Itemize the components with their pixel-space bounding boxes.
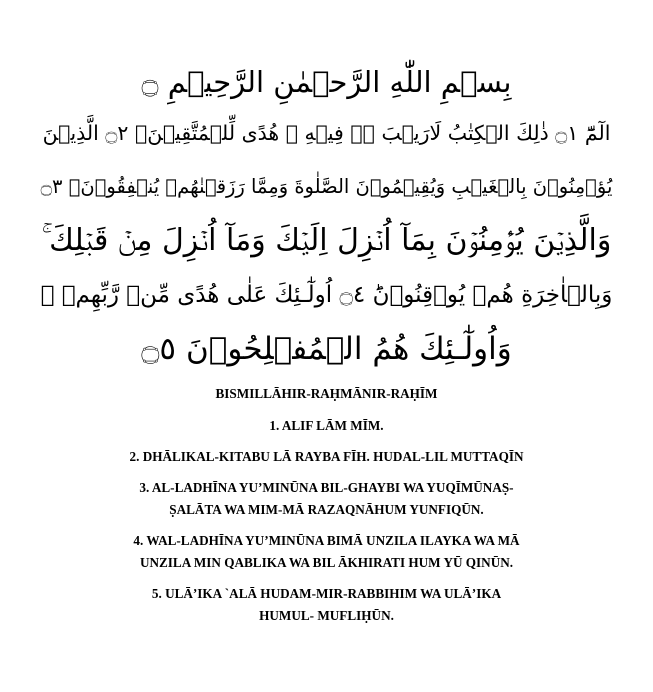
verse-3-line-1: 3. AL-LADHĪNA YU’MINŪNA BIL-GHAYBI WA YUQĪMŪNAṢ- (139, 480, 514, 495)
arabic-line-1: الٓمّٓ ۝١ ذٰلِكَ الۡكِتٰبُ لَارَيۡبَ ۛۚ فِيۡهِ ۚ هُدًى لِّلۡمُتَّقِيۡنَۙ ۝٢ الَّذِيۡنَ (42, 121, 611, 145)
arabic-bismillah: بِسۡمِ اللّٰهِ الرَّحۡمٰنِ الرَّحِيۡمِ ۝ (141, 65, 512, 99)
verse-5-line-1: 5. ULĀ’IKA `ALĀ HUDAM-MIR-RABBIHIM WA ULĀ’IKA (151, 586, 502, 601)
verse-4-line-2: UNZILA MIN QABLIKA WA BIL ĀKHIRATI HUM YŪ QINŪN. (139, 555, 514, 570)
arabic-verses (40, 58, 613, 376)
verse-3-line-2: ṢALĀTA WA MIM-MĀ RAZAQNĀHUM YUNFIQŪN. (169, 502, 484, 517)
transliteration-verse-3 (40, 477, 613, 521)
transliteration-verse-4 (40, 530, 613, 574)
transliteration-title: BISMILLĀHIR-RAḤMĀNIR-RAḤĪM (215, 386, 438, 401)
verse-2-line-1: 2. DHĀLIKAL-KITABU LĀ RAYBA FĪH. HUDAL-LIL MUTTAQĪN (129, 449, 524, 464)
verse-5-line-2: HUMUL- MUFLIḤŪN. (259, 608, 394, 623)
arabic-line-2: يُؤۡمِنُوۡنَ بِالۡغَيۡبِ وَيُقِيۡمُوۡنَ الصَّلٰوةَ وَمِمَّا رَزَقۡنٰهُمۡ يُنۡفِقُوۡنَۙ ۝٣ (40, 175, 613, 198)
arabic-line-4: وَبِالۡاٰخِرَةِ هُمۡ يُوۡقِنُوۡنَؕ ۝٤ اُولٰٓـئِكَ عَلٰى هُدًى مِّنۡ رَّبِّهِمۡ ۙ (40, 282, 613, 308)
verse-1-line-1: 1. ALIF LĀM MĪM. (269, 418, 384, 433)
transliteration (40, 384, 613, 636)
verse-4-line-1: 4. WAL-LADHĪNA YU’MINŪNA BIMĀ UNZILA ILAYKA WA MĀ (133, 533, 520, 548)
transliteration-verse-1 (40, 415, 613, 437)
arabic-line-3: وَالَّذِيۡنَ يُؤۡمِنُوۡنَ بِمَآ اُنۡزِلَ اِلَيۡكَ وَمَآ اُنۡزِلَ مِنۡ قَبۡلِكَ ۚ (41, 223, 612, 258)
transliteration-verse-2 (40, 446, 613, 468)
arabic-line-5: وَاُولٰٓـئِكَ هُمُ الۡمُفۡلِحُوۡنَ ۝٥ (141, 331, 512, 367)
transliteration-verse-5 (40, 583, 613, 627)
